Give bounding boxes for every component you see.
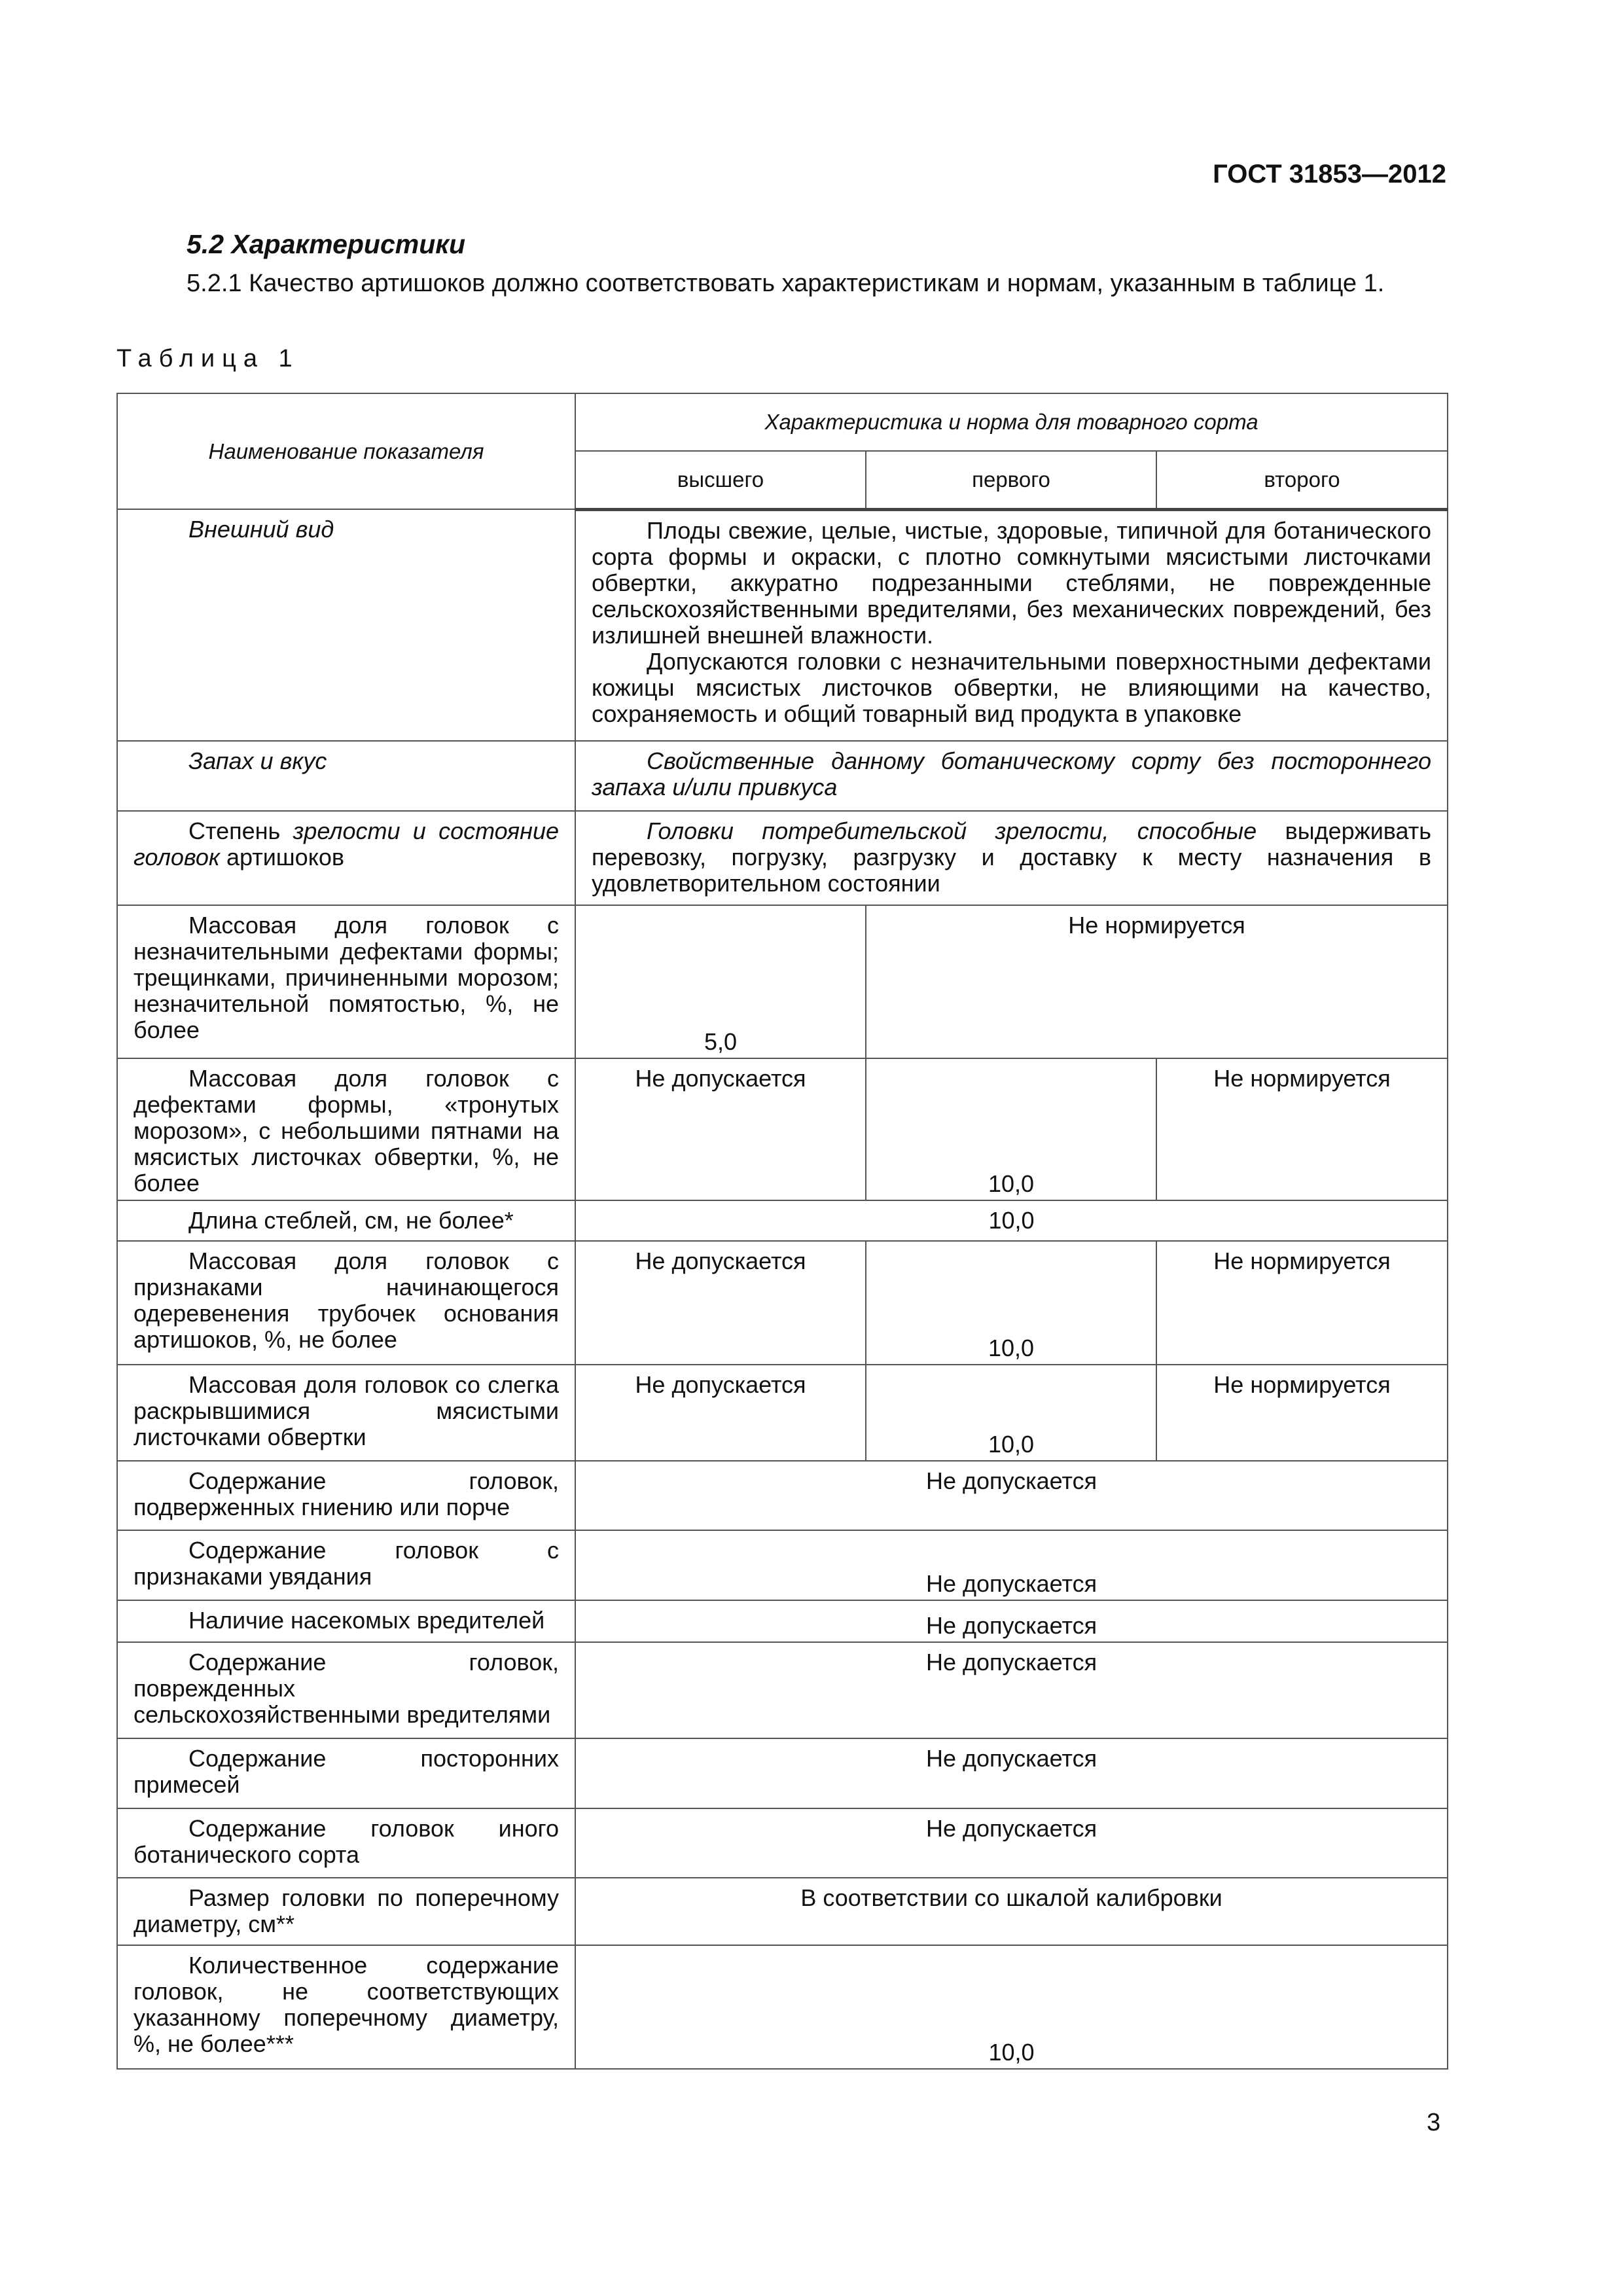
section-paragraph: 5.2.1 Качество артишоков должно соответствовать характеристикам и нормам, указанным в таблице 1. — [187, 270, 1385, 297]
row-name-part: зрелости и состояние головок — [134, 817, 559, 870]
row-name: Запах и вкус — [117, 741, 575, 811]
row-value: Не допускается — [575, 1600, 1448, 1642]
table-row — [117, 1808, 1448, 1878]
row-name — [117, 811, 575, 906]
row-name: Содержание головок иного ботанического сорта — [117, 1808, 575, 1878]
row-name: Размер головки по поперечному диаметру, см** — [117, 1878, 575, 1945]
row-name: Наличие насекомых вредителей — [117, 1600, 575, 1642]
row-value-second: Не нормируется — [1156, 1365, 1448, 1461]
row-value: Свойственные данному ботаническому сорту без постороннего запаха и/или привкуса — [575, 741, 1448, 811]
row-name: Количественное содержание головок, не соответствующих указанному поперечному диаметру, %, не более*** — [117, 1945, 575, 2069]
row-value-second: Не нормируется — [1156, 1241, 1448, 1365]
document-header: ГОСТ 31853—2012 — [1213, 160, 1446, 188]
row-value-premium: Не допускается — [575, 1058, 866, 1200]
section-heading: 5.2 Характеристики — [187, 229, 466, 259]
table-row — [117, 905, 1448, 1058]
table-row — [117, 1738, 1448, 1808]
row-value-text: Допускаются головки с незначительными поверхностными дефектами кожицы мясистых листочков обвертки, не влияющими на качество, сохраняемость и общий товарный вид продукта в упаковке — [592, 647, 1432, 727]
table-row — [117, 1878, 1448, 1945]
row-name: Содержание головок, подверженных гниению или порче — [117, 1461, 575, 1531]
row-name: Длина стеблей, см, не более* — [117, 1200, 575, 1241]
header-grade-second: второго — [1156, 451, 1448, 509]
row-name: Массовая доля головок с дефектами формы, «тронутых морозом», с небольшими пятнами на мясистых листочках обвертки, %, не более — [117, 1058, 575, 1200]
header-grade-first: первого — [866, 451, 1156, 509]
row-value: Не допускается — [575, 1808, 1448, 1878]
row-name-part: артишоков — [226, 843, 345, 870]
table-row — [117, 1461, 1448, 1531]
row-name-part: Степень — [188, 817, 281, 844]
page-number: 3 — [1427, 2109, 1441, 2136]
row-name: Массовая доля головок с незначительными дефектами формы; трещинками, причиненными морозом; незначительной помятостью, %, не более — [117, 905, 575, 1058]
row-value-first: 10,0 — [866, 1365, 1156, 1461]
row-value-first-second: Не нормируется — [866, 905, 1448, 1058]
row-value-text: Плоды свежие, целые, чистые, здоровые, типичной для ботанического сорта формы и окраски, с плотно сомкнутыми мясистыми листочками обвертки, аккуратно подрезанными стеблями, не поврежденные сельскохозяйственными вредителями, без механических повреждений, без излишней внешней влажности. — [592, 516, 1432, 649]
header-indicator: Наименование показателя — [117, 393, 575, 509]
table-row — [117, 1642, 1448, 1738]
row-name: Массовая доля головок с признаками начинающегося одеревенения трубочек основания артишоков, %, не более — [117, 1241, 575, 1365]
row-value: 10,0 — [575, 1200, 1448, 1241]
row-value — [575, 811, 1448, 906]
row-value-premium: Не допускается — [575, 1365, 866, 1461]
row-value: Не допускается — [575, 1461, 1448, 1531]
row-value-first: 10,0 — [866, 1241, 1156, 1365]
row-value-part: Головки потребительской зрелости, способные — [647, 817, 1257, 844]
table-row — [117, 741, 1448, 811]
table-row — [117, 1058, 1448, 1200]
row-value-premium: Не допускается — [575, 1241, 866, 1365]
row-name: Массовая доля головок со слегка раскрывшимися мясистыми листочками обвертки — [117, 1365, 575, 1461]
table-row — [117, 1365, 1448, 1461]
table-row — [117, 1600, 1448, 1642]
header-grade-group: Характеристика и норма для товарного сорта — [575, 393, 1448, 451]
row-value: Не допускается — [575, 1642, 1448, 1738]
characteristics-table — [116, 393, 1448, 2070]
table-row — [117, 811, 1448, 906]
row-value-premium: 5,0 — [575, 905, 866, 1058]
table-row — [117, 509, 1448, 741]
row-value: Не допускается — [575, 1530, 1448, 1600]
row-name: Внешний вид — [117, 509, 575, 741]
row-value: В соответствии со шкалой калибровки — [575, 1878, 1448, 1945]
row-value — [575, 509, 1448, 741]
table-row — [117, 1200, 1448, 1241]
row-value-part: выдерживать перевозку, погрузку, разгрузку и доставку к месту назначения в удовлетворительном состоянии — [592, 817, 1432, 897]
table-row — [117, 1241, 1448, 1365]
row-name: Содержание головок, поврежденных сельскохозяйственными вредителями — [117, 1642, 575, 1738]
table-caption: Таблица 1 — [116, 345, 300, 372]
row-value: Не допускается — [575, 1738, 1448, 1808]
table-row — [117, 1945, 1448, 2069]
row-value: 10,0 — [575, 1945, 1448, 2069]
row-value-first: 10,0 — [866, 1058, 1156, 1200]
table-row — [117, 1530, 1448, 1600]
header-grade-premium: высшего — [575, 451, 866, 509]
row-value-second: Не нормируется — [1156, 1058, 1448, 1200]
row-name: Содержание посторонних примесей — [117, 1738, 575, 1808]
row-name: Содержание головок с признаками увядания — [117, 1530, 575, 1600]
